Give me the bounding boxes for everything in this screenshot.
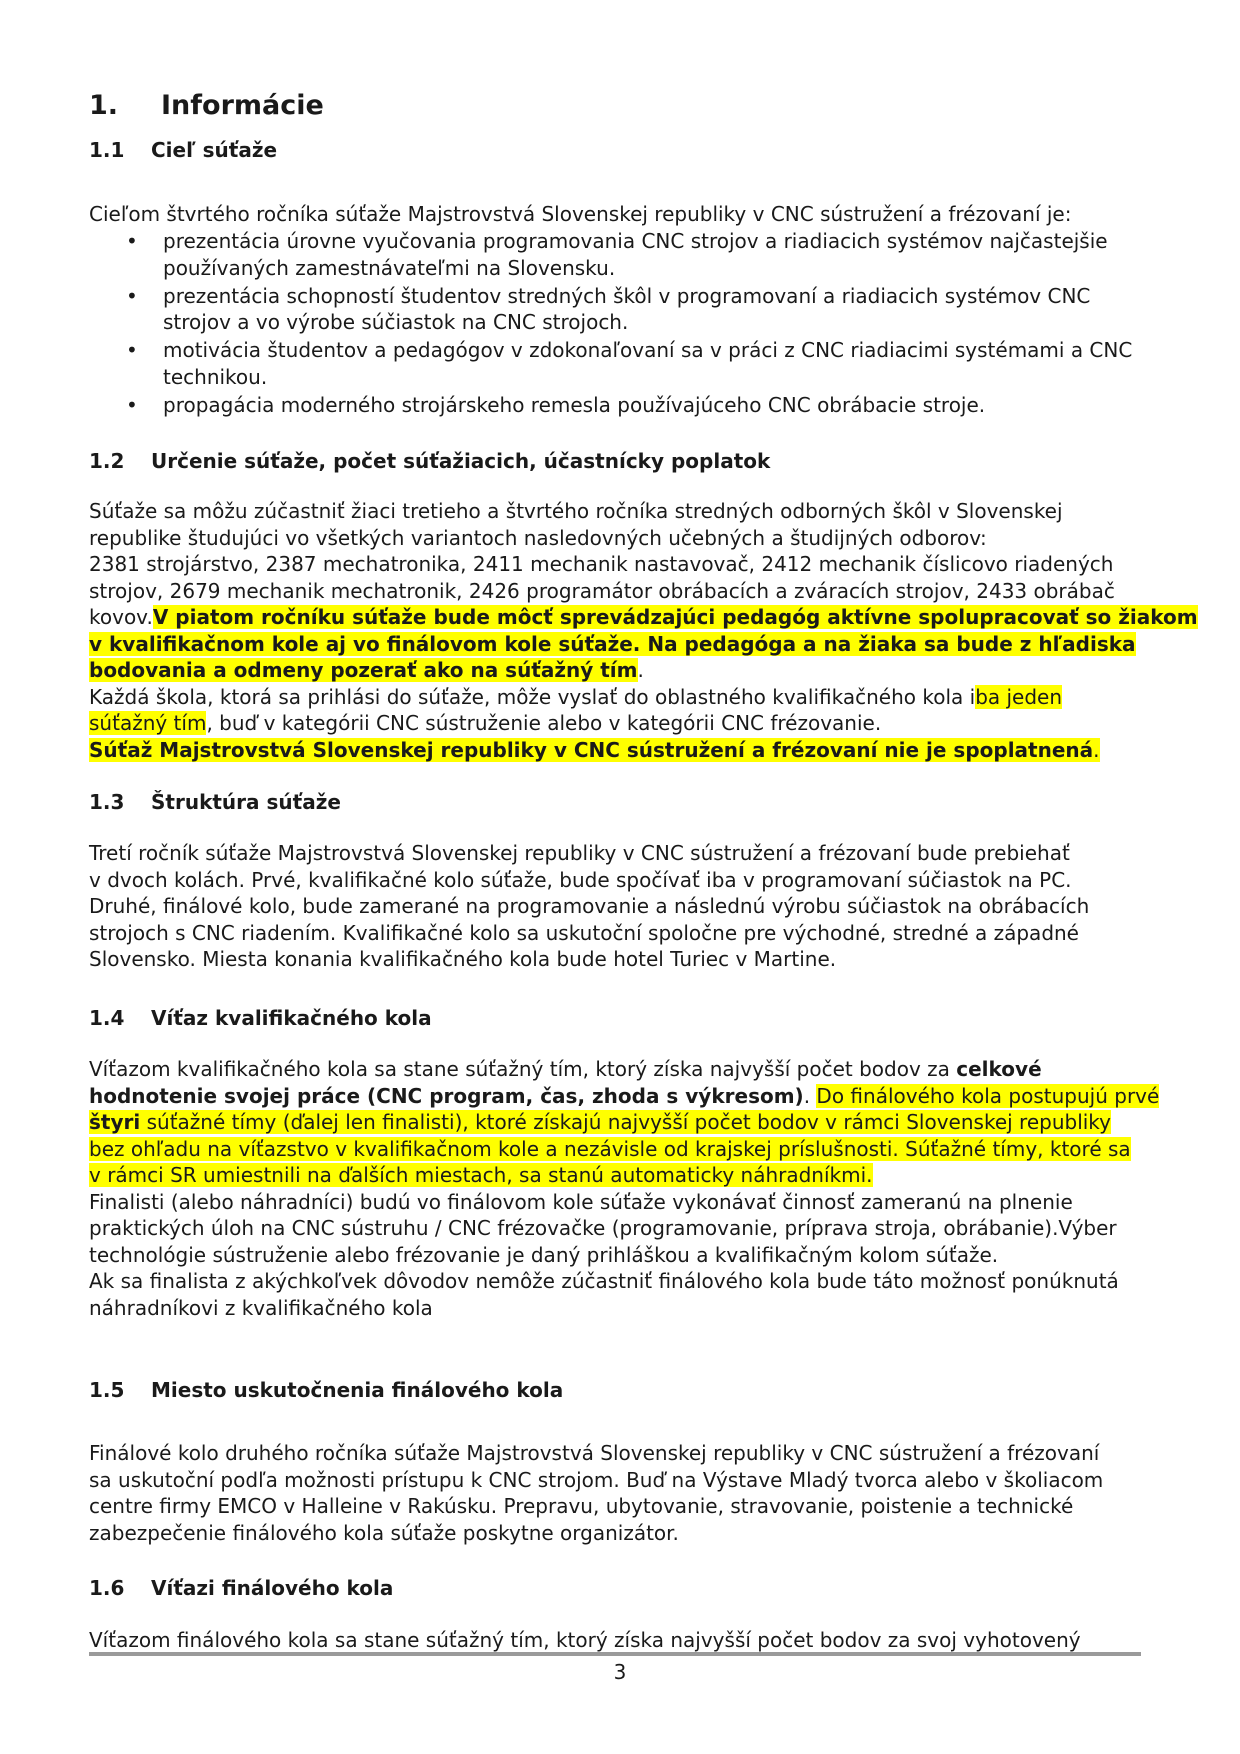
highlighted-text: súťažné tímy (ďalej len finalisti), ktoré získajú najvyšší počet bodov v rámci Slovenskej republiky — [140, 1110, 1112, 1134]
highlighted-text: Do finálového kola postupujú prvé — [816, 1083, 1160, 1108]
subsection-number: 1.2 — [89, 449, 125, 473]
highlighted-text: bodovania a odmeny pozerať ako na súťažný tím — [89, 658, 638, 682]
list-item: • prezentácia úrovne vyučovania programovania CNC strojov a riadiacich systémov najčastejšie používaných zamestnávateľmi na Slovensku. — [126, 229, 1108, 280]
subsection-title: Určenie súťaže, počet súťažiacich, účastnícky poplatok — [151, 449, 771, 473]
subsection-number: 1.5 — [89, 1378, 125, 1402]
subsection-heading-1-3 — [89, 790, 341, 814]
subsection-number: 1.6 — [89, 1576, 125, 1600]
subsection-heading-1-5 — [89, 1378, 563, 1402]
bullet-icon: • — [126, 392, 138, 417]
subsection-number: 1.3 — [89, 790, 125, 814]
bullet-icon: • — [126, 283, 138, 308]
paragraph-structure: Tretí ročník súťaže Majstrovstvá Slovenskej republiky v CNC sústružení a frézovaní bude prebiehať v dvoch kolách. Prvé, kvalifikačné kolo súťaže, bude spočívať iba v programovaní súčiastok na PC. Druhé, finálové kolo, bude zamerané na programovanie a následnú výrobu súčiastok na obrábacích strojoch s CNC riadením. Kvalifikačné kolo sa uskutoční spoločne pre východné, stredné a západné Slovensko. Miesta konania kvalifikačného kola bude hotel Turiec v Martine. — [89, 841, 1090, 971]
subsection-title: Cieľ súťaže — [151, 138, 278, 162]
subsection-heading-1-1 — [89, 138, 277, 162]
highlighted-text: bez ohľadu na víťazstvo v kvalifikačnom kole a nezávisle od krajskej príslušnosti. Súťažné tímy, ktoré sa — [89, 1136, 1131, 1161]
page-number: 3 — [613, 1660, 627, 1684]
highlighted-text: v rámci SR umiestnili na ďalších miestach, sa stanú automaticky náhradníkmi. — [89, 1163, 873, 1187]
subsection-title: Víťazi finálového kola — [151, 1576, 394, 1600]
goal-bullet-list — [89, 228, 1164, 420]
subsection-heading-1-2 — [89, 449, 770, 473]
subsection-number: 1.1 — [89, 138, 125, 162]
list-item: • prezentácia schopností študentov stredných škôl v programovaní a riadiacich systémov CNC strojov a vo výrobe súčiastok na CNC strojoch. — [126, 283, 1091, 334]
highlighted-text: V piatom ročníku súťaže bude môcť sprevádzajúci pedagóg aktívne spolupracovať so žiakom — [152, 605, 1198, 629]
paragraph-eligibility: Súťaže sa môžu zúčastniť žiaci tretieho a štvrtého ročníka stredných odborných škôl v Slovenskej republike študujúci vo všetkých variantoch nasledovných učebných a študijných odborov: 2381 strojárstvo, 2387 mechatronika, 2411 mechanik nastavovač, 2412 mechanik číslicovo riadených strojov, 2679 mechanik mechatronik, 2426 programátor obrábacích a zváracích strojov, 2433 obrábač kovov.V piatom ročníku súťaže bude môcť sprevádzajúci pedagóg aktívne spolupracovať so žiakom v kvalifikačnom kole aj vo finálovom kole súťaže. Na pedagóga a na žiaka sa bude z hľadiska bodovania a odmeny pozerať ako na súťažný tím. Každá škola, ktorá sa prihlási do súťaže, môže vyslať do oblastného kvalifikačného kola iba jeden súťažný tím, buď v kategórii CNC sústruženie alebo v kategórii CNC frézovanie. Súťaž Majstrovstvá Slovenskej republiky v CNC sústružení a frézovaní nie je spoplatnená. — [89, 499, 1198, 762]
highlighted-text: ba jeden — [975, 684, 1063, 709]
paragraph-final-winners: Víťazom finálového kola sa stane súťažný tím, ktorý získa najvyšší počet bodov za svoj vyhotovený — [89, 1628, 1081, 1652]
paragraph-qualifier-winner: Víťazom kvalifikačného kola sa stane súťažný tím, ktorý získa najvyšší počet bodov za celkové hodnotenie svojej práce (CNC program, čas, zhoda s výkresom). Do finálového kola postupujú prvé štyri súťažné tímy (ďalej len finalisti), ktoré získajú najvyšší počet bodov v rámci Slovenskej republiky bez ohľadu na víťazstvo v kvalifikačnom kole a nezávisle od krajskej príslušnosti. Súťažné tímy, ktoré sa v rámci SR umiestnili na ďalších miestach, sa stanú automaticky náhradníkmi. Finalisti (alebo náhradníci) budú vo finálovom kole súťaže vykonávať činnosť zameranú na plnenie praktických úloh na CNC sústruhu / CNC frézovačke (programovanie, príprava stroja, obrábanie).Výber technológie sústruženie alebo frézovanie je daný prihláškou a kvalifikačným kolom súťaže. Ak sa finalista z akýchkoľvek dôvodov nemôže zúčastniť finálového kola bude táto možnosť ponúknutá náhradníkovi z kvalifikačného kola — [89, 1057, 1160, 1320]
subsection-title: Miesto uskutočnenia finálového kola — [151, 1378, 564, 1402]
list-item: • motivácia študentov a pedagógov v zdokonaľovaní sa v práci z CNC riadiacimi systémami a CNC technikou. — [126, 338, 1133, 389]
subsection-title: Víťaz kvalifikačného kola — [151, 1006, 432, 1030]
subsection-heading-1-4 — [89, 1006, 432, 1030]
section-heading-1 — [89, 90, 324, 121]
paragraph-final-location: Finálové kolo druhého ročníka súťaže Majstrovstvá Slovenskej republiky v CNC sústružení a frézovaní sa uskutoční podľa možnosti prístupu k CNC strojom. Buď na Výstave Mladý tvorca alebo v školiacom centre firmy EMCO v Halleine v Rakúsku. Prepravu, ubytovanie, stravovanie, poistenie a technické zabezpečenie finálového kola súťaže poskytne organizátor. — [89, 1441, 1104, 1545]
highlighted-text: súťažný tím — [89, 711, 207, 735]
bullet-icon: • — [126, 229, 138, 253]
footer-divider — [89, 1652, 1141, 1656]
paragraph-goal-intro: Cieľom štvrtého ročníka súťaže Majstrovstvá Slovenskej republiky v CNC sústružení a frézovaní je: — [89, 202, 1072, 226]
subsection-heading-1-6 — [89, 1576, 393, 1600]
highlighted-text: v kvalifikačnom kole aj vo finálovom kole súťaže. Na pedagóga a na žiaka sa bude z hľadiska — [89, 631, 1136, 656]
highlighted-text: Súťaž Majstrovstvá Slovenskej republiky v CNC sústružení a frézovaní nie je spoplatnená — [89, 737, 1094, 762]
bullet-icon: • — [126, 338, 138, 362]
subsection-title: Štruktúra súťaže — [151, 790, 341, 814]
highlighted-text: štyri — [89, 1110, 141, 1134]
heading-title: Informácie — [161, 90, 324, 121]
list-item: • propagácia moderného strojárskeho remesla používajúceho CNC obrábacie stroje. — [126, 392, 986, 417]
heading-number: 1. — [89, 90, 119, 121]
subsection-number: 1.4 — [89, 1006, 125, 1030]
